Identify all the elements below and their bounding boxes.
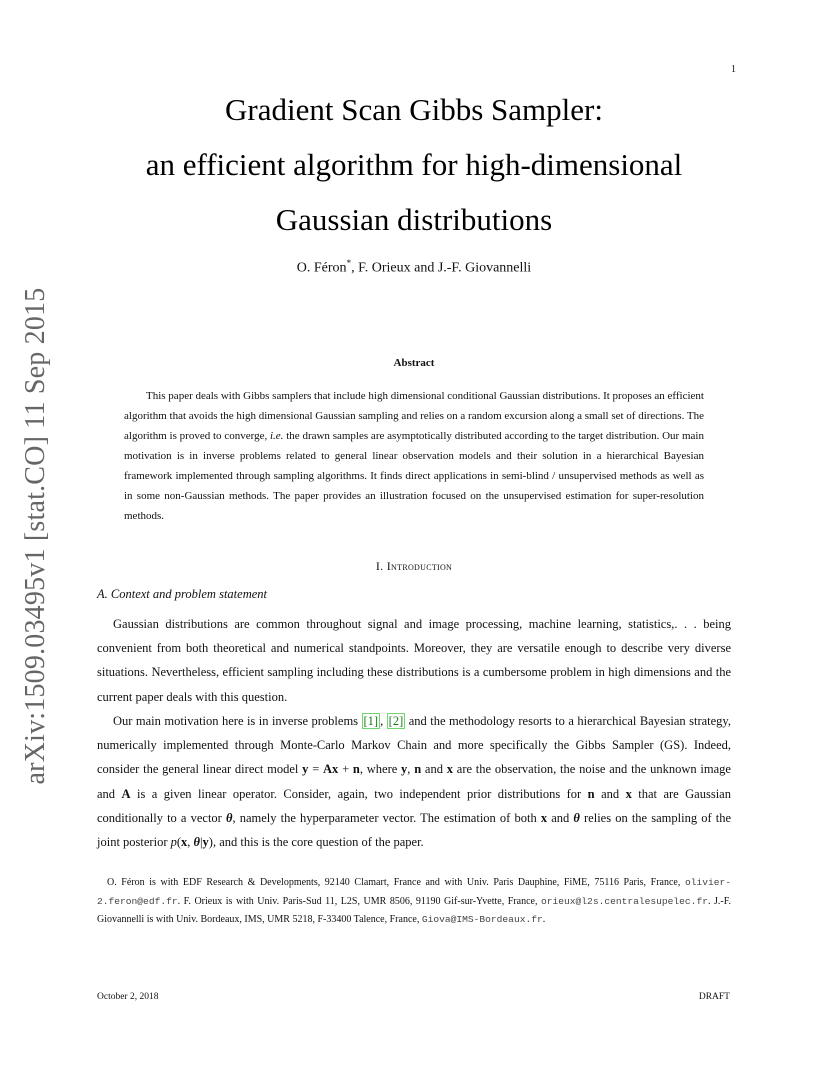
authors [96, 258, 732, 277]
math-theta: θ [225, 810, 233, 825]
citation-link-1[interactable]: [1] [363, 714, 379, 728]
abstract-heading: Abstract [393, 357, 435, 369]
text: are the observation, the noise and the unknown image and [97, 762, 731, 801]
intro-paragraph-1: Gaussian distributions are common throughout signal and image processing, machine learning, statistics,. . . being convenient from both theoretical and numerical standpoints. Moreover, they are versatile enough to describe very diverse situations. Nevertheless, efficient sampling including these distributions is a cumbersome problem in high dimensions and the current paper deals with this question. [97, 617, 731, 704]
email-link-feron[interactable]: olivier-2.feron@edf.fr [97, 877, 731, 907]
text: and [421, 762, 447, 777]
author-feron: O. Féron [296, 260, 347, 276]
math-x: x [625, 786, 632, 801]
math-x: x [540, 810, 548, 825]
intro-paragraph-2 [97, 709, 731, 854]
math-x: x [332, 762, 339, 777]
math-theta: θ [573, 810, 580, 825]
email-link-orieux[interactable]: orieux@l2s.centralesupelec.fr [541, 895, 708, 907]
math-paren: ( [176, 835, 182, 850]
math-y: y [202, 835, 209, 850]
section-heading [96, 559, 732, 574]
math-comma: , [187, 835, 194, 850]
text: and the methodology resorts to a hierarchical Bayesian strategy, numerically implemented through Monte-Carlo Markov Chain and more specifically the Gibbs Sampler (GS). Indeed, consider the general linear direct model [97, 714, 731, 777]
math-n: n [587, 786, 595, 801]
abstract-text-2: the drawn samples are asymptotically distributed according to the target distribution. Our main motivation is in inverse problems related to general linear observation models and their solution in a hierarchical Bayesian framework implemented through sampling algorithms. It finds direct applications in semi-blind / unsupervised methods as well as in some non-Gaussian methods. The paper provides an illustration focused on the unsupervised estimation for super-resolution methods. [124, 430, 704, 522]
math-plus: + [338, 762, 353, 777]
abstract-body [124, 386, 704, 526]
section-number: I. [375, 559, 387, 573]
text: is a given linear operator. Consider, again, two independent prior distributions for [130, 786, 588, 801]
text: Our main motivation here is in inverse problems [113, 714, 362, 728]
author-footnote-mark: * [346, 258, 352, 268]
text: and [594, 786, 626, 801]
text: O. Féron is with EDF Research & Developments, 92140 Clamart, France and with Univ. Paris Dauphine, FiME, 75116 Paris, France, [107, 877, 685, 888]
citation-link-2[interactable]: [2] [388, 714, 404, 728]
abstract-ie: i.e. [269, 430, 284, 442]
text: that are Gaussian conditionally to a vector [97, 786, 731, 825]
footer-draft: DRAFT [698, 992, 730, 1002]
math-x: x [446, 762, 453, 777]
authors-rest: , F. Orieux and J.-F. Giovannelli [351, 260, 532, 276]
math-equals: = [308, 762, 324, 777]
math-y: y [401, 762, 408, 777]
text: . F. Orieux is with Univ. Paris-Sud 11, L2S, UMR 8506, 91190 Gif-sur-Yvette, France, [177, 895, 541, 907]
text: . J.-F. Giovannelli is with Univ. Bordeaux, IMS, UMR 5218, F-33400 Talence, France, [97, 895, 731, 925]
math-A: A [323, 762, 333, 777]
subsection-heading: A. Context and problem statement [97, 587, 267, 601]
page-number: 1 [731, 64, 736, 75]
text: , and this is the core question of the paper. [212, 835, 424, 850]
joint-posterior-expression [171, 835, 213, 849]
math-y: y [302, 762, 309, 777]
text: relies on the sampling of the joint posterior [97, 810, 732, 850]
author-footnote [97, 874, 731, 930]
text: , namely the hyperparameter vector. The estimation of both [232, 810, 541, 825]
title-line-2: an efficient algorithm for high-dimensional [145, 147, 683, 182]
text: . [542, 914, 546, 925]
abstract-text-1: This paper deals with Gibbs samplers that include high dimensional conditional Gaussian distributions. It proposes an efficient algorithm that avoids the high dimensional Gaussian sampling and relies on a random excursion along a small set of directions. The algorithm is proved to converge, [124, 390, 704, 442]
math-theta: θ [193, 835, 201, 850]
text: , [407, 762, 415, 777]
math-n: n [352, 762, 360, 777]
title-line-1: Gradient Scan Gibbs Sampler: [225, 92, 603, 127]
direct-model-equation [302, 762, 360, 776]
math-n: n [414, 762, 422, 777]
math-paren: ) [208, 835, 213, 850]
arxiv-stamp-text: arXiv:1509.03495v1 [stat.CO] 11 Sep 2015 [20, 287, 51, 785]
section-title: Introduction [386, 559, 453, 573]
text: , [380, 714, 387, 728]
math-A: A [121, 786, 131, 801]
email-link-giovannelli[interactable]: Giova@IMS-Bordeaux.fr [421, 914, 543, 925]
text: and [547, 810, 574, 825]
footer-date: October 2, 2018 [97, 992, 159, 1002]
text: , where [359, 762, 402, 777]
math-p: p [170, 835, 177, 850]
math-bar: | [200, 835, 203, 850]
title-line-3: Gaussian distributions [275, 202, 553, 237]
math-x: x [181, 835, 188, 850]
